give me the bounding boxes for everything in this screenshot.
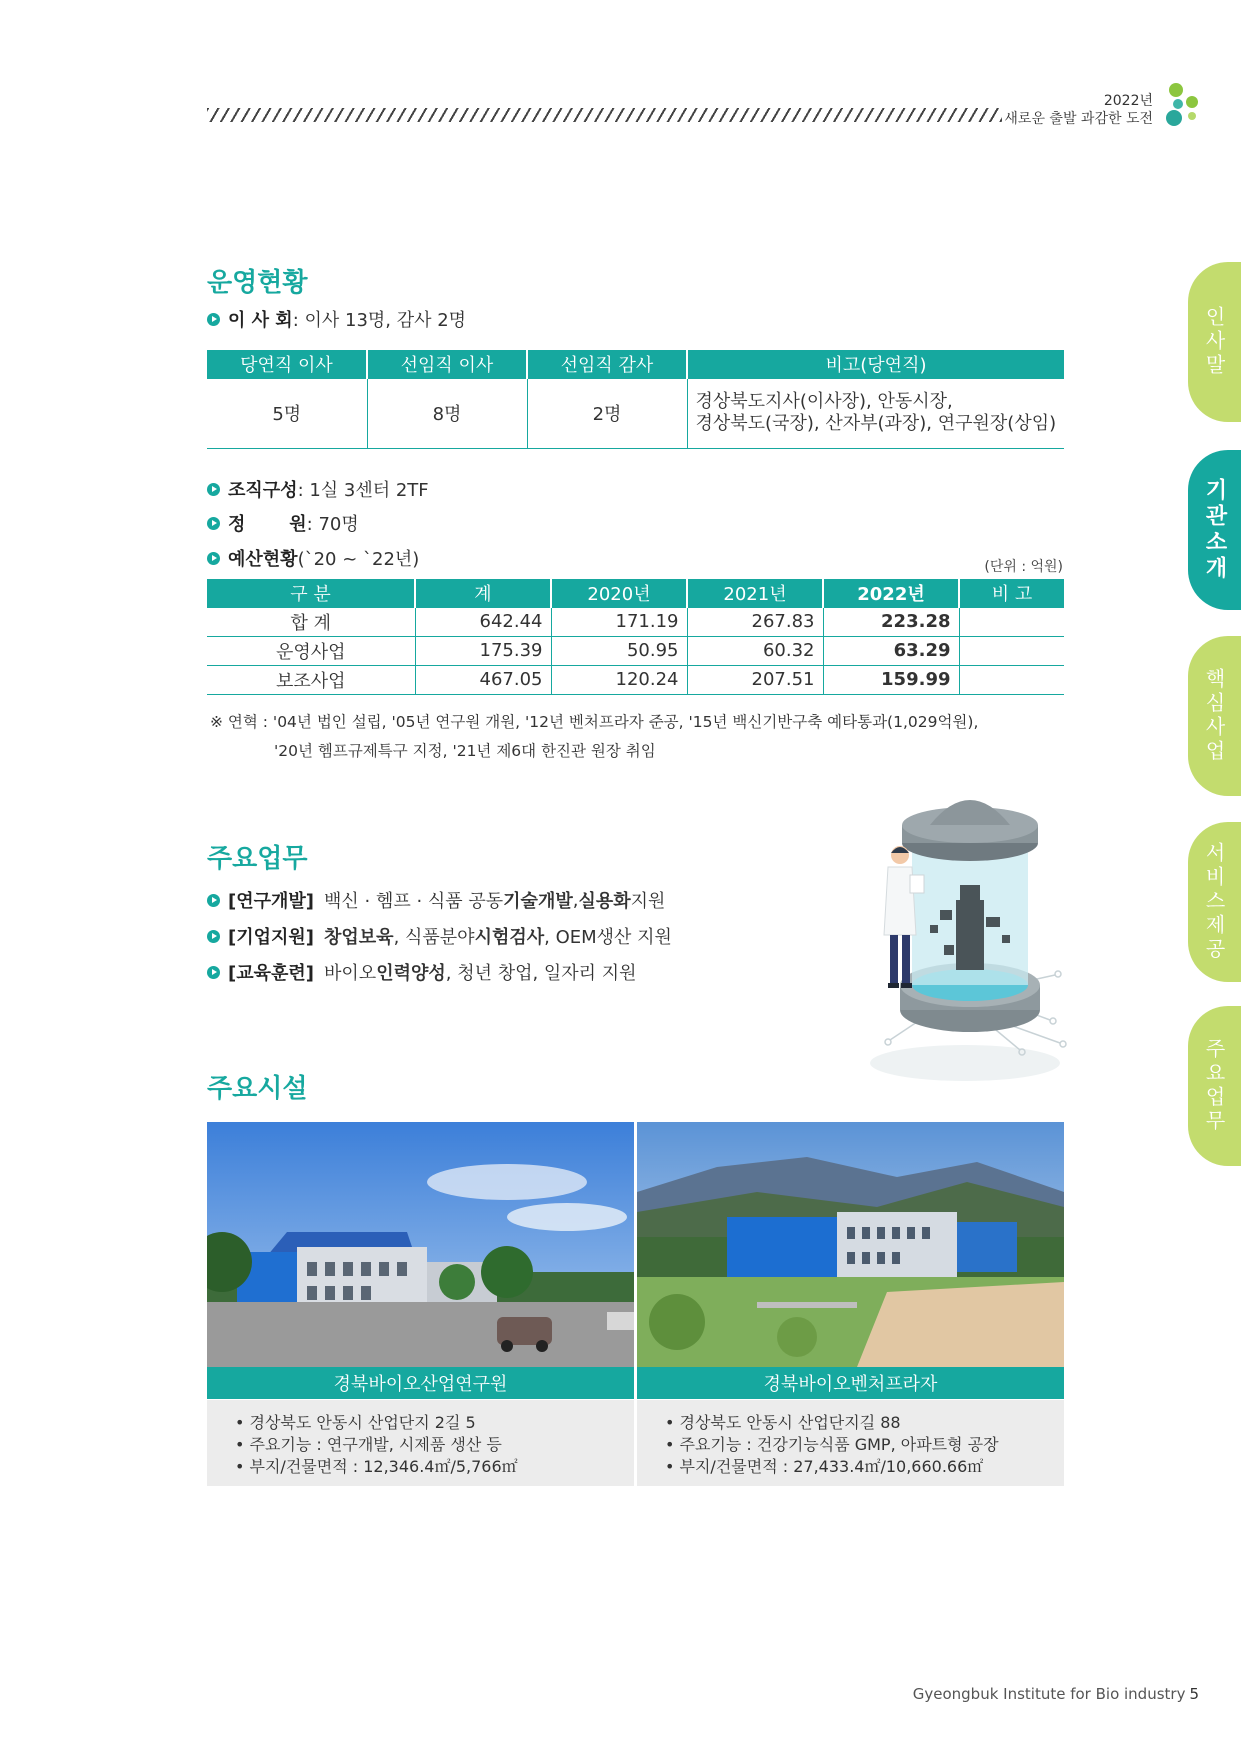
budget-cell: 267.83 <box>687 607 823 636</box>
facility-info-venture-plaza <box>637 1400 1064 1486</box>
staff-bullet <box>207 510 359 536</box>
board-table <box>207 350 1064 449</box>
duties-title: 주요업무 <box>207 844 308 874</box>
side-tab-core-business[interactable]: 핵심사업 <box>1188 636 1241 796</box>
budget-table <box>207 579 1064 695</box>
duty-text: , 식품분야 <box>393 927 475 948</box>
budget-cell: 175.39 <box>415 636 551 665</box>
duty-key: [교육훈련] <box>228 963 315 984</box>
table-row <box>207 636 1064 665</box>
board-cell: 2명 <box>527 378 687 448</box>
budget-cell: 60.32 <box>687 636 823 665</box>
bullet-arrow-icon <box>207 313 220 326</box>
board-value: : 이사 13명, 감사 2명 <box>292 310 467 331</box>
facility-photo-venture-plaza <box>637 1122 1064 1367</box>
board-cell: 8명 <box>367 378 527 448</box>
duty-text: , 청년 창업, 일자리 지원 <box>445 963 637 984</box>
staff-value: : 70명 <box>306 514 359 535</box>
board-bullet <box>207 306 466 332</box>
budget-cell <box>959 636 1064 665</box>
budget-cell: 171.19 <box>551 607 687 636</box>
budget-cell: 50.95 <box>551 636 687 665</box>
side-tab-about[interactable]: 기관소개 <box>1188 450 1241 610</box>
facility-info-line: • 경상북도 안동시 산업단지길 88 <box>665 1413 901 1432</box>
board-header: 당연직 이사 <box>207 350 367 378</box>
operations-title: 운영현황 <box>207 268 308 298</box>
header-hatch-line <box>207 108 1002 122</box>
duty-item <box>207 959 637 985</box>
scientist-capsule-illustration <box>860 795 1070 1085</box>
board-note-cell <box>687 378 1064 448</box>
bullet-arrow-icon <box>207 966 220 979</box>
budget-value: (`20 ~ `22년) <box>297 549 420 570</box>
history-note <box>210 708 978 766</box>
board-note-line: 경상북도(국장), 산자부(과장), 연구원장(상임) <box>695 413 1057 434</box>
duty-item <box>207 923 672 949</box>
budget-cell: 467.05 <box>415 665 551 694</box>
bullet-arrow-icon <box>207 930 220 943</box>
facility-info-line: • 부지/건물면적 : 27,433.4㎡/10,660.66㎡ <box>665 1457 984 1476</box>
footer <box>913 1685 1199 1703</box>
duty-highlight: 시험검사 <box>474 927 545 948</box>
facility-name-institute: 경북바이오산업연구원 <box>207 1367 634 1399</box>
budget-cell: 223.28 <box>823 607 959 636</box>
table-row <box>207 607 1064 636</box>
staff-label: 정 원 <box>228 514 307 535</box>
budget-cell: 합 계 <box>207 607 415 636</box>
header-slogan: 새로운 출발 과감한 도전 <box>1004 111 1153 127</box>
budget-cell: 642.44 <box>415 607 551 636</box>
budget-unit: (단위 : 억원) <box>984 559 1063 575</box>
duty-highlight: 기술개발 <box>503 891 573 912</box>
duty-key: [기업지원] <box>228 927 315 948</box>
facilities-title: 주요시설 <box>207 1074 308 1104</box>
page-number: 5 <box>1189 1685 1199 1703</box>
side-tab-services[interactable]: 서비스제공 <box>1188 822 1241 982</box>
budget-cell: 159.99 <box>823 665 959 694</box>
org-label: 조직구성 <box>228 480 298 501</box>
side-tab-main-duties[interactable]: 주요업무 <box>1188 1006 1241 1166</box>
budget-cell: 운영사업 <box>207 636 415 665</box>
budget-header: 계 <box>415 579 551 607</box>
facility-info-line: • 주요기능 : 건강기능식품 GMP, 아파트형 공장 <box>665 1435 999 1454</box>
budget-header: 2020년 <box>551 579 687 607</box>
logo-dots-icon <box>1164 80 1204 128</box>
org-value: : 1실 3센터 2TF <box>297 480 429 501</box>
budget-cell <box>959 665 1064 694</box>
budget-header: 2022년 <box>823 579 959 607</box>
header-year: 2022년 <box>1103 93 1153 109</box>
footer-org: Gyeongbuk Institute for Bio industry <box>912 1685 1186 1703</box>
board-header: 선임직 감사 <box>527 350 687 378</box>
duty-key: [연구개발] <box>228 891 315 912</box>
facility-name-venture-plaza: 경북바이오벤처프라자 <box>637 1367 1064 1399</box>
budget-cell: 63.29 <box>823 636 959 665</box>
budget-header: 비 고 <box>959 579 1064 607</box>
duty-highlight: 실용화 <box>578 891 631 912</box>
bullet-arrow-icon <box>207 483 220 496</box>
budget-cell: 120.24 <box>551 665 687 694</box>
board-cell: 5명 <box>207 378 367 448</box>
history-line: '20년 헴프규제특구 지정, '21년 제6대 한진관 원장 취임 <box>274 742 656 760</box>
side-tab-greeting[interactable]: 인사말 <box>1188 262 1241 422</box>
duty-text: , OEM생산 지원 <box>544 927 672 948</box>
budget-cell <box>959 607 1064 636</box>
org-bullet <box>207 476 429 502</box>
duty-text: 지원 <box>630 891 666 912</box>
board-header: 선임직 이사 <box>367 350 527 378</box>
facility-info-line: • 주요기능 : 연구개발, 시제품 생산 등 <box>235 1435 502 1454</box>
budget-bullet <box>207 545 419 571</box>
table-row <box>207 665 1064 694</box>
facility-info-institute <box>207 1400 634 1486</box>
bullet-arrow-icon <box>207 894 220 907</box>
bullet-arrow-icon <box>207 552 220 565</box>
facility-photo-institute <box>207 1122 634 1367</box>
table-row <box>207 378 1064 448</box>
board-header: 비고(당연직) <box>687 350 1064 378</box>
board-note-line: 경상북도지사(이사장), 안동시장, <box>695 391 953 412</box>
board-label: 이 사 회 <box>228 310 293 331</box>
budget-cell: 보조사업 <box>207 665 415 694</box>
facility-info-line: • 부지/건물면적 : 12,346.4㎡/5,766㎡ <box>235 1457 518 1476</box>
duty-highlight: 인력양성 <box>376 963 446 984</box>
bullet-arrow-icon <box>207 517 220 530</box>
budget-label: 예산현황 <box>228 549 298 570</box>
facility-info-line: • 경상북도 안동시 산업단지 2길 5 <box>235 1413 476 1432</box>
budget-header: 2021년 <box>687 579 823 607</box>
history-line: ※ 연혁 : '04년 법인 설립, '05년 연구원 개원, '12년 벤처프라자 준공, '15년 백신기반구축 예타통과(1,029억원), <box>210 713 979 731</box>
duty-text: , <box>572 889 579 911</box>
duty-item <box>207 887 665 913</box>
duty-highlight: 창업보육 <box>324 927 394 948</box>
budget-cell: 207.51 <box>687 665 823 694</box>
duty-text: 바이오 <box>324 963 377 984</box>
budget-header: 구 분 <box>207 579 415 607</box>
duty-text: 백신 · 헴프 · 식품 공동 <box>324 891 504 912</box>
